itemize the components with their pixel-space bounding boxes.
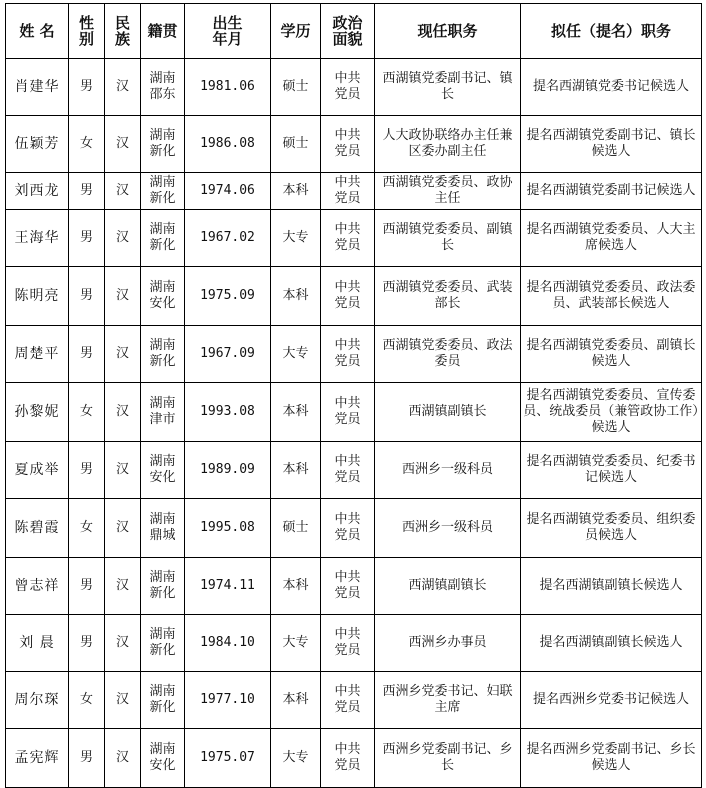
cell-native: 湖南邵东 xyxy=(141,59,185,116)
cell-gender: 男 xyxy=(69,615,105,672)
cell-current: 西湖镇副镇长 xyxy=(375,383,521,442)
cell-current: 人大政协联络办主任兼区委办副主任 xyxy=(375,116,521,173)
cell-current: 西洲乡党委书记、妇联主席 xyxy=(375,672,521,729)
cell-proposed: 提名西湖镇党委委员、纪委书记候选人 xyxy=(521,442,702,499)
cell-name: 周楚平 xyxy=(6,326,69,383)
table-row xyxy=(6,59,702,116)
cell-gender: 男 xyxy=(69,326,105,383)
cell-gender: 女 xyxy=(69,499,105,558)
cell-current: 西湖镇党委委员、武装部长 xyxy=(375,267,521,326)
cell-ethnicity: 汉 xyxy=(105,558,141,615)
table-row xyxy=(6,729,702,788)
cell-native: 湖南津市 xyxy=(141,383,185,442)
cell-name: 伍颖芳 xyxy=(6,116,69,173)
cell-proposed: 提名西湖镇副镇长候选人 xyxy=(521,558,702,615)
cell-name: 王海华 xyxy=(6,210,69,267)
table-row xyxy=(6,672,702,729)
cell-education: 硕士 xyxy=(271,499,321,558)
cell-party: 中共党员 xyxy=(321,499,375,558)
cell-name: 陈明亮 xyxy=(6,267,69,326)
cell-native: 湖南新化 xyxy=(141,326,185,383)
cell-gender: 女 xyxy=(69,672,105,729)
candidate-table xyxy=(5,3,702,788)
cell-ethnicity: 汉 xyxy=(105,615,141,672)
cell-gender: 男 xyxy=(69,210,105,267)
cell-party: 中共党员 xyxy=(321,326,375,383)
cell-name: 刘西龙 xyxy=(6,173,69,210)
cell-party: 中共党员 xyxy=(321,442,375,499)
cell-party: 中共党员 xyxy=(321,173,375,210)
table-row xyxy=(6,210,702,267)
cell-education: 大专 xyxy=(271,729,321,788)
cell-name: 曾志祥 xyxy=(6,558,69,615)
cell-gender: 男 xyxy=(69,173,105,210)
table-row xyxy=(6,173,702,210)
cell-birth: 1974.11 xyxy=(185,558,271,615)
cell-education: 本科 xyxy=(271,383,321,442)
cell-birth: 1993.08 xyxy=(185,383,271,442)
cell-name: 孙黎妮 xyxy=(6,383,69,442)
cell-birth: 1981.06 xyxy=(185,59,271,116)
header-current: 现任职务 xyxy=(375,4,521,59)
cell-party: 中共党员 xyxy=(321,615,375,672)
cell-ethnicity: 汉 xyxy=(105,173,141,210)
table-row xyxy=(6,383,702,442)
cell-current: 西洲乡党委副书记、乡长 xyxy=(375,729,521,788)
cell-current: 西洲乡一级科员 xyxy=(375,499,521,558)
cell-education: 本科 xyxy=(271,267,321,326)
cell-education: 本科 xyxy=(271,558,321,615)
table-row xyxy=(6,499,702,558)
cell-proposed: 提名西湖镇党委委员、副镇长候选人 xyxy=(521,326,702,383)
table-row xyxy=(6,442,702,499)
cell-birth: 1975.09 xyxy=(185,267,271,326)
cell-current: 西湖镇党委委员、政协主任 xyxy=(375,173,521,210)
cell-proposed: 提名西湖镇党委副书记候选人 xyxy=(521,173,702,210)
cell-name: 孟宪辉 xyxy=(6,729,69,788)
cell-current: 西洲乡办事员 xyxy=(375,615,521,672)
cell-birth: 1975.07 xyxy=(185,729,271,788)
cell-current: 西湖镇党委副书记、镇长 xyxy=(375,59,521,116)
cell-native: 湖南新化 xyxy=(141,210,185,267)
cell-native: 湖南安化 xyxy=(141,729,185,788)
cell-birth: 1977.10 xyxy=(185,672,271,729)
table-row xyxy=(6,326,702,383)
cell-birth: 1989.09 xyxy=(185,442,271,499)
cell-current: 西湖镇副镇长 xyxy=(375,558,521,615)
document-page xyxy=(5,3,702,788)
cell-native: 湖南安化 xyxy=(141,442,185,499)
cell-gender: 男 xyxy=(69,442,105,499)
header-gender: 性别 xyxy=(69,4,105,59)
cell-proposed: 提名西湖镇副镇长候选人 xyxy=(521,615,702,672)
cell-ethnicity: 汉 xyxy=(105,672,141,729)
header-party: 政治面貌 xyxy=(321,4,375,59)
cell-gender: 女 xyxy=(69,116,105,173)
cell-ethnicity: 汉 xyxy=(105,116,141,173)
cell-party: 中共党员 xyxy=(321,267,375,326)
cell-birth: 1974.06 xyxy=(185,173,271,210)
cell-education: 本科 xyxy=(271,672,321,729)
cell-education: 大专 xyxy=(271,326,321,383)
header-proposed: 拟任（提名）职务 xyxy=(521,4,702,59)
table-row xyxy=(6,267,702,326)
header-birth: 出生年月 xyxy=(185,4,271,59)
cell-proposed: 提名西湖镇党委委员、宣传委员、统战委员（兼管政协工作）候选人 xyxy=(521,383,702,442)
header-education: 学历 xyxy=(271,4,321,59)
cell-current: 西湖镇党委委员、副镇长 xyxy=(375,210,521,267)
cell-gender: 男 xyxy=(69,558,105,615)
header-ethnicity: 民族 xyxy=(105,4,141,59)
cell-ethnicity: 汉 xyxy=(105,442,141,499)
cell-gender: 男 xyxy=(69,729,105,788)
cell-name: 肖建华 xyxy=(6,59,69,116)
cell-gender: 男 xyxy=(69,59,105,116)
cell-native: 湖南新化 xyxy=(141,558,185,615)
cell-ethnicity: 汉 xyxy=(105,59,141,116)
cell-ethnicity: 汉 xyxy=(105,499,141,558)
cell-party: 中共党员 xyxy=(321,116,375,173)
cell-native: 湖南新化 xyxy=(141,615,185,672)
cell-name: 刘 晨 xyxy=(6,615,69,672)
cell-party: 中共党员 xyxy=(321,672,375,729)
table-row xyxy=(6,558,702,615)
cell-proposed: 提名西湖镇党委委员、人大主席候选人 xyxy=(521,210,702,267)
cell-gender: 男 xyxy=(69,267,105,326)
cell-party: 中共党员 xyxy=(321,558,375,615)
table-row xyxy=(6,615,702,672)
header-name: 姓 名 xyxy=(6,4,69,59)
cell-party: 中共党员 xyxy=(321,383,375,442)
cell-birth: 1986.08 xyxy=(185,116,271,173)
header-native: 籍贯 xyxy=(141,4,185,59)
cell-proposed: 提名西洲乡党委书记候选人 xyxy=(521,672,702,729)
cell-proposed: 提名西湖镇党委书记候选人 xyxy=(521,59,702,116)
cell-native: 湖南新化 xyxy=(141,672,185,729)
cell-name: 陈碧霞 xyxy=(6,499,69,558)
cell-ethnicity: 汉 xyxy=(105,729,141,788)
cell-party: 中共党员 xyxy=(321,210,375,267)
cell-birth: 1967.02 xyxy=(185,210,271,267)
cell-ethnicity: 汉 xyxy=(105,383,141,442)
cell-birth: 1967.09 xyxy=(185,326,271,383)
cell-native: 湖南新化 xyxy=(141,116,185,173)
cell-name: 夏成举 xyxy=(6,442,69,499)
cell-current: 西洲乡一级科员 xyxy=(375,442,521,499)
table-body xyxy=(6,59,702,788)
cell-current: 西湖镇党委委员、政法委员 xyxy=(375,326,521,383)
cell-party: 中共党员 xyxy=(321,59,375,116)
cell-name: 周尔琛 xyxy=(6,672,69,729)
cell-proposed: 提名西洲乡党委副书记、乡长候选人 xyxy=(521,729,702,788)
cell-education: 大专 xyxy=(271,210,321,267)
cell-native: 湖南新化 xyxy=(141,173,185,210)
table-header xyxy=(6,4,702,59)
cell-birth: 1995.08 xyxy=(185,499,271,558)
cell-ethnicity: 汉 xyxy=(105,210,141,267)
cell-education: 硕士 xyxy=(271,59,321,116)
cell-native: 湖南鼎城 xyxy=(141,499,185,558)
table-row xyxy=(6,116,702,173)
cell-proposed: 提名西湖镇党委副书记、镇长候选人 xyxy=(521,116,702,173)
cell-party: 中共党员 xyxy=(321,729,375,788)
cell-native: 湖南安化 xyxy=(141,267,185,326)
cell-proposed: 提名西湖镇党委委员、政法委员、武装部长候选人 xyxy=(521,267,702,326)
cell-ethnicity: 汉 xyxy=(105,326,141,383)
cell-gender: 女 xyxy=(69,383,105,442)
cell-education: 本科 xyxy=(271,442,321,499)
cell-ethnicity: 汉 xyxy=(105,267,141,326)
cell-birth: 1984.10 xyxy=(185,615,271,672)
cell-education: 硕士 xyxy=(271,116,321,173)
cell-education: 大专 xyxy=(271,615,321,672)
cell-proposed: 提名西湖镇党委委员、组织委员候选人 xyxy=(521,499,702,558)
cell-education: 本科 xyxy=(271,173,321,210)
